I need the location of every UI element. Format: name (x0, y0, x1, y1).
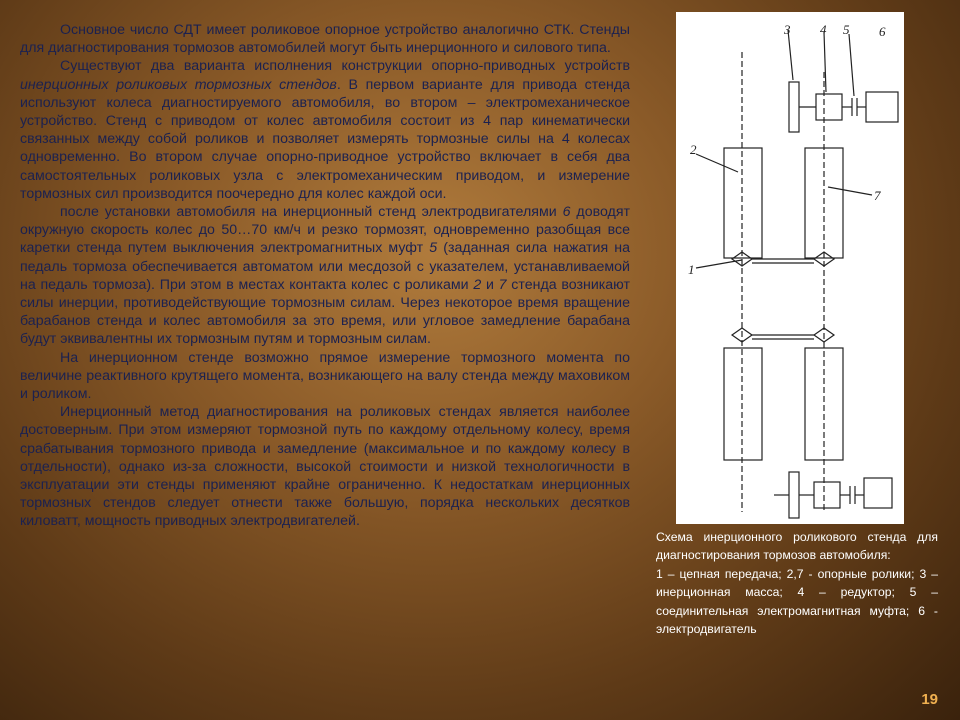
caption-legend: 1 – цепная передача; 2,7 - опорные ролики; 3 – инерционная масса; 4 – редуктор; 5 – соединительная электромагнитная муфта; 6 - электродвигатель (656, 566, 938, 637)
body-text (20, 21, 630, 531)
motor-top (866, 92, 898, 122)
figure-caption (656, 528, 938, 638)
label-3: 3 (784, 22, 791, 37)
inertia-mass-bottom (789, 472, 799, 518)
reducer-bottom (814, 482, 840, 508)
paragraph-1: Основное число СДТ имеет роликовое опорное устройство аналогично СТК. Стенды для диагностирования тормозов автомобилей могут быть инерционного и силового типа. (20, 22, 630, 57)
caption-title: Схема инерционного роликового стенда для диагностирования тормозов автомобиля: (656, 530, 938, 563)
roller-2-bottom (724, 348, 762, 460)
label-4: 4 (820, 22, 827, 37)
label-2: 2 (690, 142, 697, 157)
motor-bottom (864, 478, 892, 508)
stand-diagram-svg (676, 12, 904, 524)
label-1: 1 (688, 262, 695, 277)
emphasis-stand-type: инерционных роликовых тормозных стендов (20, 76, 337, 93)
label-5: 5 (843, 22, 850, 37)
paragraph-3: после установки автомобиля на инерционный стенд электродвигателями 6 доводят окружную скорость колес до 50…70 км/ч и резко тормозят, одновременно разобщая все каретки стенда путем выключения электромагнитных муфт 5 (заданная сила нажатия на педаль тормоза обеспечивается автоматом или месдозой с указателем, устанавливаемой на педаль тормоза). При этом в местах контакта колес с роликами 2 и 7 стенда возникают силы инерции, противодействующие тормозным силам. Через некоторое время вращение барабанов стенда и колес автомобиля за это время, или угловое замедление барабана будут эквивалентны их тормозным путям и тормозным силам. (20, 204, 631, 348)
paragraph-5: Инерционный метод диагностирования на роликовых стендах является наиболее достоверным. При этом измеряют тормозной путь по каждому отдельному колесу, время срабатывания тормозного привода и замедление (максимальное и по каждому колесу в отдельности), однако из-за сложности, высокой стоимости и низкой технологичности в эксплуатации эти стенды применяют крайне ограниченно. К недостаткам инерционных тормозных стендов следует отнести также большую, порядка нескольких десятков киловатт, мощность приводных электродвигателей. (20, 404, 630, 530)
label-6: 6 (879, 24, 886, 39)
stand-diagram (676, 12, 904, 524)
reducer-top (816, 94, 842, 120)
roller-2-top (724, 148, 762, 258)
inertia-mass-top (789, 82, 799, 132)
paragraph-4: На инерционном стенде возможно прямое измерение тормозного момента по величине реактивного крутящего момента, возникающего на валу стенда между маховиком и роликом. (20, 349, 630, 403)
page-number: 19 (921, 691, 938, 708)
label-7: 7 (874, 188, 881, 203)
paragraph-2: Существуют два варианта исполнения конструкции опорно-приводных устройств инерционных роликовых тормозных стендов. В первом варианте для привода стенда используют колеса диагностируемого автомобиля, во втором – электромеханическое устройство. Стенд с приводом от колес автомобиля состоит из 4 пар кинематически связанных между собой роликов и позволяет измерять тормозные силы на 4 колесах одновременно. Во втором случае опорно-приводное устройство включает в себя два самостоятельных роликовых узла с электромеханическим приводом, и измерение тормозных сил производится поочередно для колес каждой оси. (20, 58, 630, 202)
